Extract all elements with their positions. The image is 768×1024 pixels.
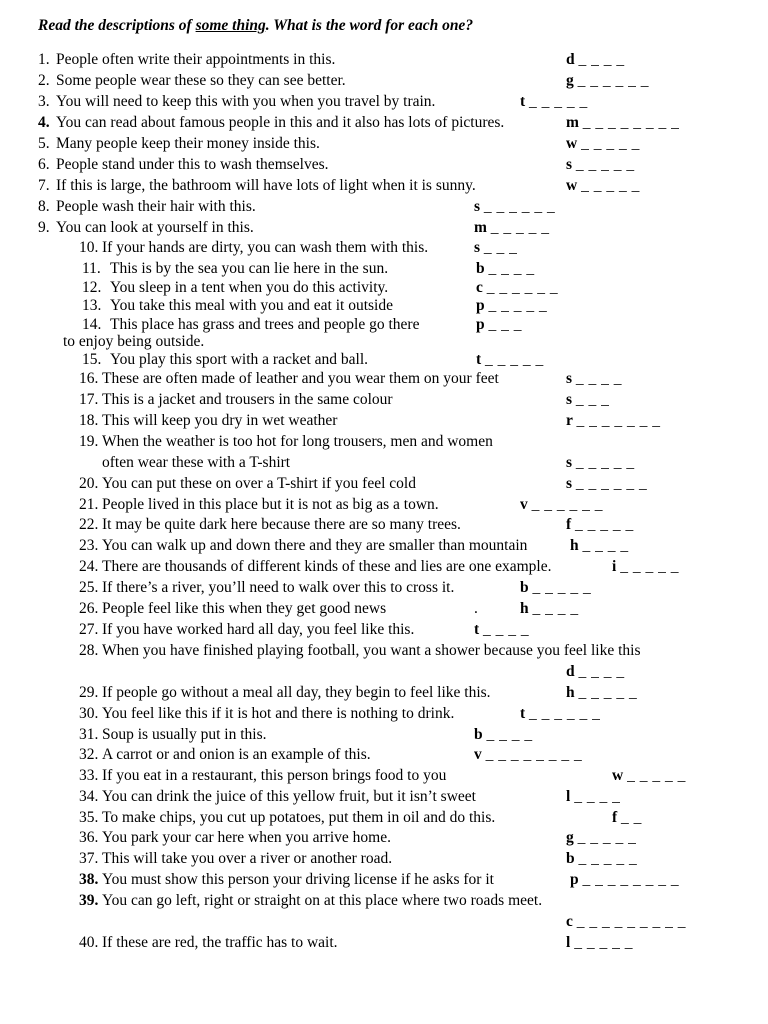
answer-first-letter: i [612, 558, 617, 575]
answer-first-letter: t [520, 705, 526, 722]
answer-first-letter: b [474, 726, 483, 743]
question-text: To make chips, you cut up potatoes, put them in oil and do this. [102, 809, 496, 826]
question-number: 8. [38, 198, 50, 215]
question-text: People stand under this to wash themselves. [56, 156, 329, 173]
answer-blanks[interactable]: _ _ _ _ [582, 537, 629, 554]
answer-field[interactable] [566, 177, 640, 195]
question-number: 3. [38, 93, 50, 110]
answer-blanks[interactable]: _ _ _ _ _ [490, 219, 550, 236]
answer-blanks[interactable]: _ _ _ _ [532, 600, 579, 617]
question-number: 16. [79, 370, 99, 387]
question-number: 2. [38, 72, 50, 89]
answer-field[interactable] [566, 72, 649, 90]
answer-first-letter: l [566, 788, 571, 805]
answer-first-letter: s [474, 198, 481, 215]
question-text: People feel like this when they get good news [102, 600, 387, 617]
answer-field[interactable] [520, 496, 603, 514]
answer-blanks[interactable]: _ _ _ _ _ [578, 850, 638, 867]
answer-first-letter: s [566, 391, 573, 408]
answer-field[interactable] [570, 871, 679, 889]
answer-field[interactable] [476, 351, 544, 369]
question-number: 27. [79, 621, 99, 638]
question-number: 28. [79, 642, 99, 659]
question-number: 7. [38, 177, 50, 194]
answer-blanks[interactable]: _ _ _ _ _ [575, 516, 634, 533]
answer-first-letter: t [474, 621, 480, 638]
question-number: 26. [79, 600, 99, 617]
question-text: It may be quite dark here because there are so many trees. [102, 516, 461, 533]
stray-dot: . [474, 600, 478, 617]
answer-first-letter: w [612, 767, 624, 784]
answer-first-letter: t [520, 93, 526, 110]
answer-field[interactable] [520, 600, 579, 618]
answer-field[interactable] [566, 663, 625, 681]
question-text: You can put these on over a T-shirt if you feel cold [102, 475, 416, 492]
answer-blanks[interactable]: _ _ _ _ _ [488, 297, 548, 314]
answer-field[interactable] [570, 537, 629, 555]
question-text: You will need to keep this with you when you travel by train. [56, 93, 436, 110]
question-number: 30. [79, 705, 99, 722]
answer-field[interactable] [566, 135, 640, 153]
answer-blanks[interactable]: _ _ _ _ _ _ _ _ [485, 746, 583, 763]
question-text: This will keep you dry in wet weather [102, 412, 338, 429]
answer-field[interactable] [520, 705, 600, 723]
question-number: 29. [79, 684, 99, 701]
answer-blanks[interactable]: _ _ _ _ _ [529, 93, 588, 110]
answer-field[interactable] [474, 198, 555, 216]
answer-first-letter: s [566, 156, 573, 173]
answer-first-letter: h [570, 537, 579, 554]
question-text: This is a jacket and trousers in the same colour [102, 391, 393, 408]
question-number: 39. [79, 892, 99, 909]
question-text: This is by the sea you can lie here in the sun. [110, 260, 389, 277]
answer-field[interactable] [566, 454, 635, 472]
answer-field[interactable] [566, 156, 635, 174]
question-number: 19. [79, 433, 99, 450]
answer-first-letter: g [566, 72, 574, 89]
question-text: You play this sport with a racket and ball. [110, 351, 369, 368]
answer-field[interactable] [476, 316, 522, 334]
question-number: 37. [79, 850, 99, 867]
answer-first-letter: t [476, 351, 482, 368]
question-text: When you have finished playing football, you want a shower because you feel like this [102, 642, 641, 659]
question-text: You take this meal with you and eat it outside [110, 297, 393, 314]
answer-first-letter: b [476, 260, 485, 277]
answer-first-letter: m [566, 114, 579, 131]
question-text: You can read about famous people in this and it also has lots of pictures. [56, 114, 505, 131]
answer-field[interactable] [566, 391, 609, 409]
answer-blanks[interactable]: _ _ _ _ _ [578, 684, 638, 701]
answer-field[interactable] [474, 746, 582, 764]
answer-first-letter: l [566, 934, 571, 951]
question-text: People often write their appointments in this. [56, 51, 336, 68]
question-number: 21. [79, 496, 99, 513]
question-number: 4. [38, 114, 50, 131]
question-number: 17. [79, 391, 99, 408]
answer-first-letter: p [476, 297, 485, 314]
question-text: If this is large, the bathroom will have lots of light when it is sunny. [56, 177, 476, 194]
question-text-continued: to enjoy being outside. [63, 333, 205, 350]
title-underlined: some thing [195, 17, 266, 34]
question-text: You can drink the juice of this yellow fruit, but it isn’t sweet [102, 788, 476, 805]
question-number: 22. [79, 516, 99, 533]
answer-field[interactable] [566, 114, 679, 132]
answer-field[interactable] [566, 412, 660, 430]
answer-first-letter: g [566, 829, 574, 846]
question-text: If there’s a river, you’ll need to walk over this to cross it. [102, 579, 455, 596]
answer-field[interactable] [474, 621, 529, 639]
question-number: 10. [79, 239, 99, 256]
answer-field[interactable] [520, 579, 591, 597]
answer-field[interactable] [566, 516, 634, 534]
question-number: 13. [82, 297, 102, 314]
question-text-continued: often wear these with a T-shirt [102, 454, 291, 471]
answer-blanks[interactable]: _ _ _ [575, 391, 610, 408]
answer-first-letter: s [566, 475, 573, 492]
question-number: 31. [79, 726, 99, 743]
question-text: You can walk up and down there and they are smaller than mountain [102, 537, 528, 554]
question-text: A carrot or and onion is an example of this. [102, 746, 371, 763]
answer-blanks[interactable]: _ _ _ _ [486, 726, 533, 743]
answer-blanks[interactable]: _ _ _ _ _ _ [483, 198, 556, 215]
answer-blanks[interactable]: _ _ _ _ _ [574, 934, 633, 951]
title-text-end: . What is the word for each one? [265, 17, 474, 34]
question-number: 12. [82, 279, 102, 296]
answer-field[interactable] [612, 558, 679, 576]
question-text: If people go without a meal all day, they begin to feel like this. [102, 684, 491, 701]
answer-first-letter: p [570, 871, 579, 888]
answer-blanks[interactable]: _ _ _ [488, 316, 522, 333]
question-text: You can look at yourself in this. [56, 219, 254, 236]
answer-blanks[interactable]: _ _ _ _ _ _ _ [576, 412, 661, 429]
question-text: You can go left, right or straight on at this place where two roads meet. [102, 892, 543, 909]
answer-field[interactable] [520, 93, 588, 111]
answer-first-letter: w [566, 135, 578, 152]
question-text: This place has grass and trees and people go there [110, 316, 420, 333]
answer-blanks[interactable]: _ _ [621, 809, 642, 826]
answer-blanks[interactable]: _ _ _ _ _ _ [486, 279, 559, 296]
answer-field[interactable] [476, 279, 558, 297]
answer-first-letter: f [612, 809, 618, 826]
question-text: If you eat in a restaurant, this person brings food to you [102, 767, 447, 784]
answer-first-letter: w [566, 177, 578, 194]
question-text: You sleep in a tent when you do this activity. [110, 279, 389, 296]
answer-blanks[interactable]: _ _ _ _ _ [575, 454, 635, 471]
question-text: Soup is usually put in this. [102, 726, 267, 743]
answer-blanks[interactable]: _ _ _ _ _ [577, 829, 637, 846]
question-number: 18. [79, 412, 99, 429]
answer-field[interactable] [566, 788, 620, 806]
answer-first-letter: s [474, 239, 481, 256]
question-number: 25. [79, 579, 99, 596]
answer-field[interactable] [566, 934, 633, 952]
answer-blanks[interactable]: _ _ _ _ [575, 370, 623, 387]
answer-blanks[interactable]: _ _ _ _ [483, 621, 530, 638]
answer-field[interactable] [566, 850, 637, 868]
answer-field[interactable] [566, 370, 622, 388]
answer-first-letter: c [566, 913, 573, 930]
answer-blanks[interactable]: _ _ _ _ _ _ _ _ _ [576, 913, 687, 930]
question-text: These are often made of leather and you wear them on your feet [102, 370, 499, 387]
question-number: 34. [79, 788, 99, 805]
question-number: 38. [79, 871, 99, 888]
answer-field[interactable] [474, 726, 533, 744]
answer-blanks[interactable]: _ _ _ _ _ _ [531, 496, 603, 513]
question-text: If you have worked hard all day, you feel like this. [102, 621, 415, 638]
question-text: If your hands are dirty, you can wash them with this. [102, 239, 429, 256]
answer-blanks[interactable]: _ _ _ _ _ _ [577, 72, 649, 89]
answer-first-letter: s [566, 454, 573, 471]
question-text: Some people wear these so they can see better. [56, 72, 346, 89]
answer-blanks[interactable]: _ _ _ _ [578, 663, 625, 680]
answer-blanks[interactable]: _ _ _ _ [488, 260, 535, 277]
answer-blanks[interactable]: _ _ _ _ _ [620, 558, 679, 575]
answer-first-letter: v [520, 496, 528, 513]
answer-blanks[interactable]: _ _ _ _ [574, 788, 621, 805]
question-number: 6. [38, 156, 50, 173]
question-number: 33. [79, 767, 99, 784]
question-number: 36. [79, 829, 99, 846]
question-number: 24. [79, 558, 99, 575]
answer-field[interactable] [566, 684, 637, 702]
answer-field[interactable] [476, 260, 535, 278]
answer-field[interactable] [476, 297, 547, 315]
answer-field[interactable] [474, 219, 550, 237]
worksheet-title [38, 17, 473, 35]
question-text: There are thousands of different kinds of these and lies are one example. [102, 558, 552, 575]
answer-first-letter: p [476, 316, 485, 333]
question-text: If these are red, the traffic has to wait. [102, 934, 338, 951]
answer-first-letter: m [474, 219, 487, 236]
title-text: Read the descriptions of [38, 17, 196, 34]
answer-first-letter: d [566, 663, 575, 680]
question-text: People lived in this place but it is not as big as a town. [102, 496, 439, 513]
answer-first-letter: b [566, 850, 575, 867]
answer-blanks[interactable]: _ _ _ _ _ [532, 579, 592, 596]
answer-field[interactable] [566, 475, 647, 493]
answer-first-letter: v [474, 746, 482, 763]
question-text: When the weather is too hot for long trousers, men and women [102, 433, 493, 450]
question-number: 35. [79, 809, 99, 826]
answer-first-letter: c [476, 279, 483, 296]
answer-first-letter: s [566, 370, 573, 387]
answer-blanks[interactable]: _ _ _ _ _ _ _ _ [582, 871, 680, 888]
answer-field[interactable] [612, 809, 642, 827]
answer-blanks[interactable]: _ _ _ _ [578, 51, 625, 68]
answer-field[interactable] [566, 829, 636, 847]
question-number: 15. [82, 351, 102, 368]
answer-blanks[interactable]: _ _ _ _ _ [485, 351, 544, 368]
question-number: 23. [79, 537, 99, 554]
question-text: Many people keep their money inside this. [56, 135, 320, 152]
answer-blanks[interactable]: _ _ _ _ _ _ _ _ [582, 114, 680, 131]
answer-field[interactable] [474, 239, 517, 257]
question-text: This will take you over a river or another road. [102, 850, 393, 867]
question-number: 5. [38, 135, 50, 152]
answer-first-letter: f [566, 516, 572, 533]
question-text: People wash their hair with this. [56, 198, 256, 215]
answer-first-letter: h [520, 600, 529, 617]
answer-blanks[interactable]: _ _ _ _ _ [581, 135, 640, 152]
answer-first-letter: r [566, 412, 573, 429]
question-number: 20. [79, 475, 99, 492]
answer-field[interactable] [612, 767, 686, 785]
answer-field[interactable] [566, 913, 686, 931]
answer-first-letter: b [520, 579, 529, 596]
answer-blanks[interactable]: _ _ _ _ _ [581, 177, 640, 194]
question-number: 11. [82, 260, 101, 277]
answer-first-letter: h [566, 684, 575, 701]
question-number: 32. [79, 746, 99, 763]
answer-blanks[interactable]: _ _ _ _ _ _ [575, 475, 648, 492]
answer-blanks[interactable]: _ _ _ [483, 239, 518, 256]
answer-blanks[interactable]: _ _ _ _ _ [627, 767, 686, 784]
question-text: You feel like this if it is hot and there is nothing to drink. [102, 705, 455, 722]
question-number: 1. [38, 51, 50, 68]
question-number: 14. [82, 316, 102, 333]
question-number: 9. [38, 219, 50, 236]
question-text: You park your car here when you arrive home. [102, 829, 391, 846]
answer-field[interactable] [566, 51, 625, 69]
answer-first-letter: d [566, 51, 575, 68]
question-text: You must show this person your driving license if he asks for it [102, 871, 494, 888]
answer-blanks[interactable]: _ _ _ _ _ [575, 156, 635, 173]
answer-blanks[interactable]: _ _ _ _ _ _ [529, 705, 601, 722]
question-number: 40. [79, 934, 99, 951]
